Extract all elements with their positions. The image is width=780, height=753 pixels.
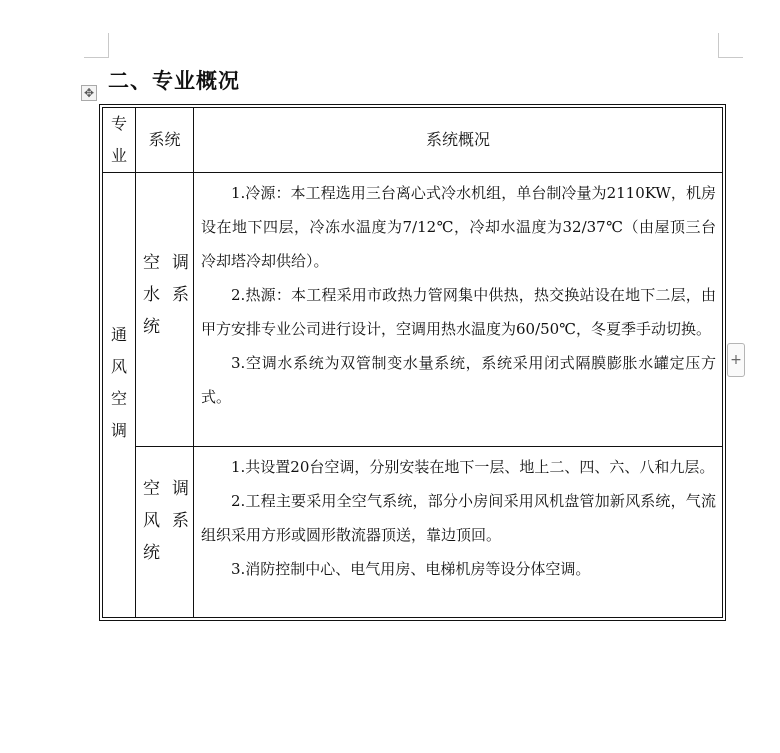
system-cell-water[interactable]: [136, 173, 194, 447]
system-cell-air[interactable]: [136, 447, 194, 618]
header-overview[interactable]: [194, 108, 723, 173]
overview-paragraph: 1.共设置20台空调，分别安装在地下一层、地上二、四、六、八和九层。: [231, 458, 715, 476]
header-system[interactable]: [136, 108, 194, 173]
move-icon: ✥: [83, 86, 95, 100]
overview-paragraph: 1.冷源：本工程选用三台离心式冷水机组，单台制冷量为2110KW，机房设在地下四层，冷冻水温度为7/12℃，冷却水温度为32/37℃（由屋顶三台冷却塔冷却供给）。: [201, 184, 716, 270]
page-corner-mark-left: [84, 33, 109, 58]
major-cell[interactable]: [103, 173, 136, 618]
table-header-row: [103, 108, 723, 173]
table-row: [103, 173, 723, 447]
add-column-handle[interactable]: [727, 343, 745, 377]
page-corner-mark-right: [718, 33, 743, 58]
overview-table: [99, 104, 726, 621]
header-system-label: 系统: [148, 130, 181, 149]
system-name-air: 空调风系统: [143, 479, 189, 563]
overview-paragraph: 2.热源：本工程采用市政热力管网集中供热，热交换站设在地下二层，由甲方安排专业公司进行设计，空调用热水温度为60/50℃，冬夏季手动切换。: [201, 286, 716, 338]
system-name-water: 空调水系统: [143, 252, 189, 337]
overview-paragraph: 3.消防控制中心、电气用房、电梯机房等设分体空调。: [231, 560, 591, 578]
header-major[interactable]: [103, 108, 136, 173]
overview-table-grid: [102, 107, 723, 618]
header-overview-label: 系统概况: [425, 130, 490, 149]
table-row: [103, 447, 723, 618]
overview-cell-air[interactable]: [194, 447, 723, 618]
overview-paragraph: 2.工程主要采用全空气系统，部分小房间采用风机盘管加新风系统，气流组织采用方形或圆形散流器顶送，靠边顶回。: [201, 492, 716, 544]
header-major-label: 专业: [111, 114, 128, 165]
major-name: 通风空调: [111, 325, 128, 440]
overview-cell-water[interactable]: [194, 173, 723, 447]
overview-paragraph: 3.空调水系统为双管制变水量系统，系统采用闭式隔膜膨胀水罐定压方式。: [201, 354, 716, 406]
section-title: 二、专业概况: [108, 69, 240, 93]
table-move-handle[interactable]: [81, 85, 97, 101]
plus-icon: +: [730, 352, 742, 368]
